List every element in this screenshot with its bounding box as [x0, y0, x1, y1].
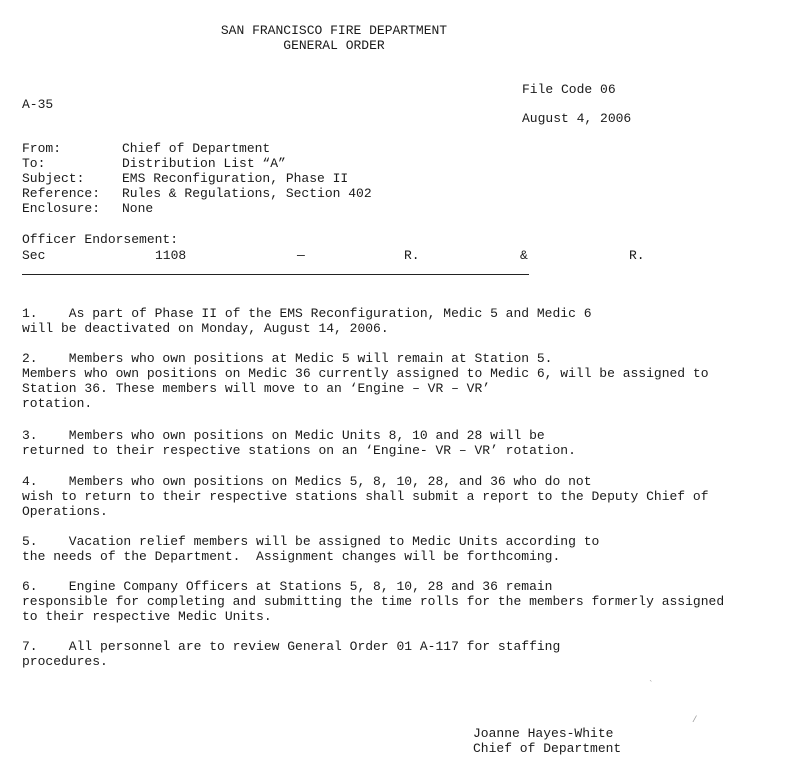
paragraph-7 [22, 624, 560, 669]
paragraph-1 [22, 291, 592, 336]
order-date: August 4, 2006 [522, 111, 632, 126]
file-code: File Code 06 [522, 82, 616, 97]
endorsement-title: Officer Endorsement: [22, 232, 179, 247]
memo-field-enclosure [22, 201, 153, 216]
signature-name: Joanne Hayes-White [473, 726, 614, 741]
signature-title: Chief of Department [473, 741, 622, 756]
order-number: A-35 [22, 97, 54, 112]
paragraph-line: the needs of the Department. Assignment changes will be forthcoming. [22, 549, 561, 564]
scan-speck: / [692, 715, 698, 725]
memo-field-label: Subject: [22, 171, 85, 186]
paragraph-line: 4. Members who own positions on Medics 5, 8, 10, 28, and 36 who do not [22, 474, 592, 489]
paragraph-line: Operations. [22, 504, 108, 519]
memo-field-value: Rules & Regulations, Section 402 [122, 186, 372, 201]
memo-field-label: Reference: [22, 186, 101, 201]
memo-field-label: To: [22, 156, 46, 171]
paragraph-2 [22, 336, 709, 411]
divider-rule [22, 274, 529, 275]
endorsement-sec-label: Sec [22, 248, 46, 263]
document-title: SAN FRANCISCO FIRE DEPARTMENT [220, 23, 448, 38]
paragraph-line: Members who own positions on Medic 36 currently assigned to Medic 6, will be assigned to [22, 366, 709, 381]
paragraph-6 [22, 564, 724, 624]
paragraph-5 [22, 519, 599, 564]
memo-field-label: From: [22, 141, 62, 156]
paragraph-line: to their respective Medic Units. [22, 609, 272, 624]
paragraph-line: 6. Engine Company Officers at Stations 5, 8, 10, 28 and 36 remain [22, 579, 553, 594]
paragraph-line: rotation. [22, 396, 93, 411]
memo-field-value: None [122, 201, 154, 216]
memo-field-from [22, 141, 270, 156]
paragraph-line: 1. As part of Phase II of the EMS Reconfiguration, Medic 5 and Medic 6 [22, 306, 592, 321]
memo-field-value: EMS Reconfiguration, Phase II [122, 171, 349, 186]
paragraph-line: wish to return to their respective stations shall submit a report to the Deputy Chief of [22, 489, 709, 504]
endorsement-r2: R. [629, 248, 645, 263]
memo-field-to [22, 156, 286, 171]
scan-speck: ` [648, 680, 654, 690]
memo-field-subject [22, 171, 348, 186]
paragraph-line: 2. Members who own positions at Medic 5 will remain at Station 5. [22, 351, 553, 366]
endorsement-ampersand: & [520, 248, 528, 263]
endorsement-sec-number: 1108 [155, 248, 187, 263]
memo-field-label: Enclosure: [22, 201, 101, 216]
endorsement-dash: — [297, 248, 305, 263]
paragraph-line: will be deactivated on Monday, August 14, 2006. [22, 321, 389, 336]
paragraph-line: responsible for completing and submitting the time rolls for the members formerly assigned [22, 594, 725, 609]
paragraph-line: 7. All personnel are to review General Order 01 A-117 for staffing [22, 639, 561, 654]
paragraph-line: returned to their respective stations on an ‘Engine- VR – VR’ rotation. [22, 443, 576, 458]
paragraph-line: 5. Vacation relief members will be assigned to Medic Units according to [22, 534, 600, 549]
document-subtitle: GENERAL ORDER [283, 38, 385, 53]
memo-field-reference [22, 186, 372, 201]
paragraph-line: 3. Members who own positions on Medic Units 8, 10 and 28 will be [22, 428, 545, 443]
memo-field-value: Chief of Department [122, 141, 271, 156]
memo-field-value: Distribution List “A” [122, 156, 286, 171]
endorsement-r1: R. [404, 248, 420, 263]
paragraph-3 [22, 413, 576, 458]
paragraph-4 [22, 459, 709, 519]
paragraph-line: Station 36. These members will move to an ‘Engine – VR – VR’ [22, 381, 491, 396]
paragraph-line: procedures. [22, 654, 108, 669]
